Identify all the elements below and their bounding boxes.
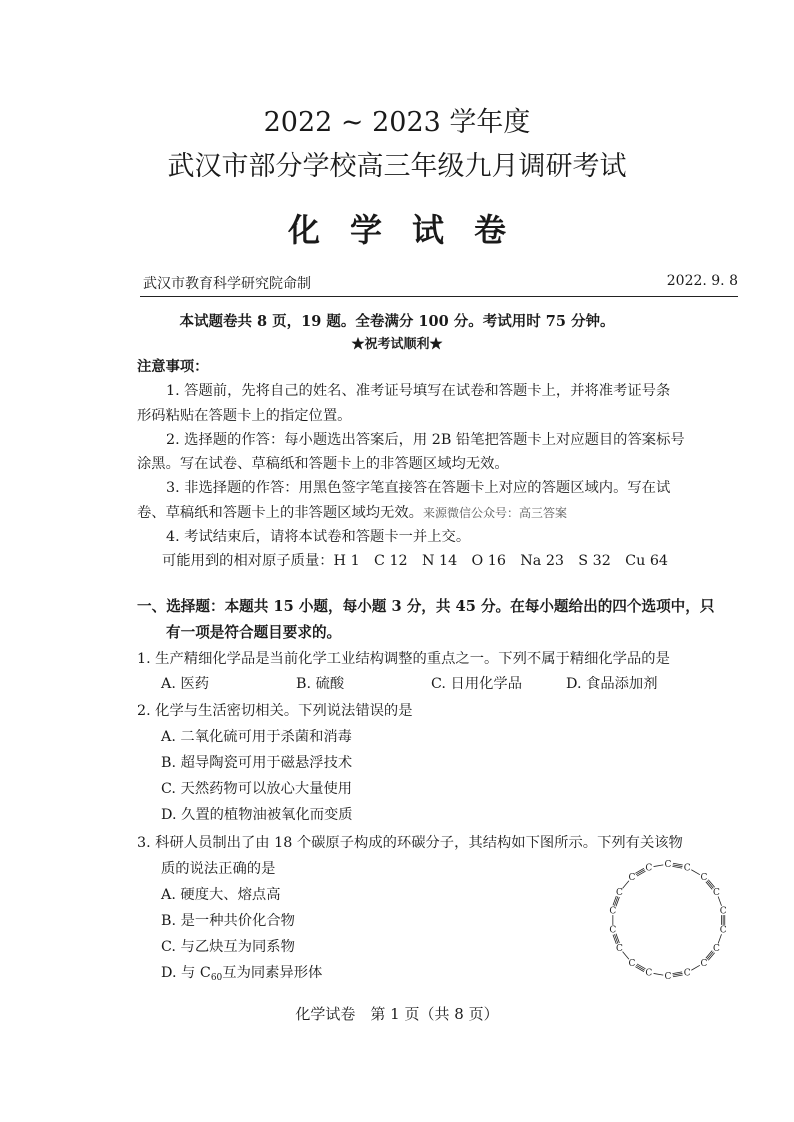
q3-option-c: C. 与乙炔互为同系物 (161, 939, 295, 955)
q3-option-d-subscript: 60 (210, 973, 223, 983)
carbon-atom-7: C (700, 958, 708, 969)
q1-option-d: D. 食品添加剂 (566, 676, 658, 692)
bond-line-12-2 (616, 934, 619, 943)
q1-option-a: A. 医药 (161, 676, 210, 692)
q2-option-b: B. 超导陶瓷可用于磁悬浮技术 (161, 755, 353, 771)
carbon-atom-3: C (713, 888, 720, 898)
carbon-atom-14: C (609, 906, 617, 917)
q3-option-d (161, 966, 322, 983)
bond-line-0-0 (673, 863, 683, 865)
notice-item-3-text: 卷、草稿纸和答题卡上的非答题区域均无效。 (137, 505, 423, 521)
carbon-atom-5: C (719, 925, 727, 936)
source-watermark: 来源微信公众号：高三答案 (422, 506, 567, 520)
author-line: 武汉市教育科学研究院命制 (143, 276, 311, 292)
q3-option-d-suffix: 互为同素异形体 (222, 965, 323, 981)
notice-item-1-cont: 形码粘贴在答题卡上的指定位置。 (137, 408, 352, 424)
exam-title: 武汉市部分学校高三年级九月调研考试 (167, 151, 627, 182)
carbon-atom-9: C (664, 972, 672, 982)
notice-item-3-cont (137, 506, 567, 520)
exam-year: 2022 ~ 2023 学年度 (263, 107, 531, 138)
bond-line-8-1 (673, 973, 683, 975)
carbon-atom-13: C (609, 925, 617, 936)
carbon-atom-10: C (645, 968, 653, 979)
page-footer: 化学试卷 第 1 页（共 8 页） (295, 1005, 499, 1023)
carbon-atom-12: C (616, 944, 623, 954)
exam-date: 2022. 9. 8 (666, 273, 738, 289)
bond-line-17-0 (654, 865, 664, 867)
atomic-masses: 可能用到的相对原子质量：H 1 C 12 N 14 O 16 Na 23 S 32 Cu 64 (162, 553, 669, 569)
notice-item-2: 2. 选择题的作答：每小题选出答案后，用 2B 铅笔把答题卡上对应题目的答案标号 (166, 432, 685, 448)
notice-item-4: 4. 考试结束后，请将本试卷和答题卡一并上交。 (166, 529, 471, 545)
q3-stem-cont: 质的说法正确的是 (161, 861, 276, 877)
bond-line-1-0 (691, 870, 700, 875)
carbon-atom-15: C (616, 888, 623, 898)
carbon-atom-2: C (700, 873, 708, 884)
bond-line-8-2 (672, 972, 682, 974)
q2-option-c: C. 天然药物可以放心大量使用 (161, 781, 353, 797)
q2-option-d: D. 久置的植物油被氧化而变质 (161, 807, 353, 823)
notice-title: 注意事项： (137, 359, 209, 375)
q3-option-a: A. 硬度大、熔点高 (161, 887, 281, 903)
bond-line-0-2 (672, 866, 682, 868)
notice-item-2-cont: 涂黑。写在试卷、草稿纸和答题卡上的非答题区域均无效。 (137, 456, 509, 472)
q1-option-c: C. 日用化学品 (431, 676, 523, 692)
q3-option-b: B. 是一种共价化合物 (161, 913, 295, 929)
section-heading-cont: 有一项是符合题目要求的。 (166, 624, 342, 641)
q2-stem: 2. 化学与生活密切相关。下列说法错误的是 (137, 703, 413, 719)
q1-stem: 1. 生产精细化学品是当前化学工业结构调整的重点之一。下列不属于精细化学品的是 (137, 651, 670, 667)
carbon-atom-1: C (683, 863, 691, 874)
carbon-atom-0: C (664, 860, 672, 870)
carbon-atom-6: C (713, 944, 720, 954)
subject-title: 化学试卷 (287, 211, 536, 249)
carbon-atom-4: C (719, 906, 727, 917)
bond-line-12-0 (613, 935, 616, 944)
notice-item-3: 3. 非选择题的作答：用黑色签字笔直接答在答题卡上对应的答题区域内。写在试 (166, 480, 671, 496)
bond-line-8-0 (673, 975, 683, 977)
cyclocarbon-ring-figure (603, 855, 733, 985)
notice-item-1: 1. 答题前，先将自己的姓名、准考证号填写在试卷和答题卡上，并将准考证号条 (166, 383, 671, 399)
q2-option-a: A. 二氧化硫可用于杀菌和消毒 (161, 729, 352, 745)
exam-info: 本试题卷共 8 页，19 题。全卷满分 100 分。考试用时 75 分钟。 (179, 313, 615, 330)
header-rule (140, 296, 738, 297)
q1-option-b: B. 硫酸 (296, 676, 345, 692)
bond-line-9-0 (654, 973, 664, 975)
q3-option-d-prefix: D. 与 C (161, 965, 211, 981)
carbon-atom-16: C (628, 873, 636, 884)
bond-line-0-1 (673, 865, 683, 867)
ring-atoms (609, 860, 726, 982)
q3-stem: 3. 科研人员制出了由 18 个碳原子构成的环碳分子，其结构如下图所示。下列有关该物 (137, 835, 683, 851)
good-luck-line: ★祝考试顺利★ (351, 337, 443, 352)
carbon-atom-17: C (645, 863, 653, 874)
carbon-atom-8: C (683, 968, 691, 979)
bond-line-7-0 (691, 965, 700, 970)
carbon-atom-11: C (628, 958, 636, 969)
bond-line-14-2 (616, 897, 619, 906)
section-heading: 一、选择题：本题共 15 小题，每小题 3 分，共 45 分。在每小题给出的四个选项中，只 (137, 598, 715, 615)
